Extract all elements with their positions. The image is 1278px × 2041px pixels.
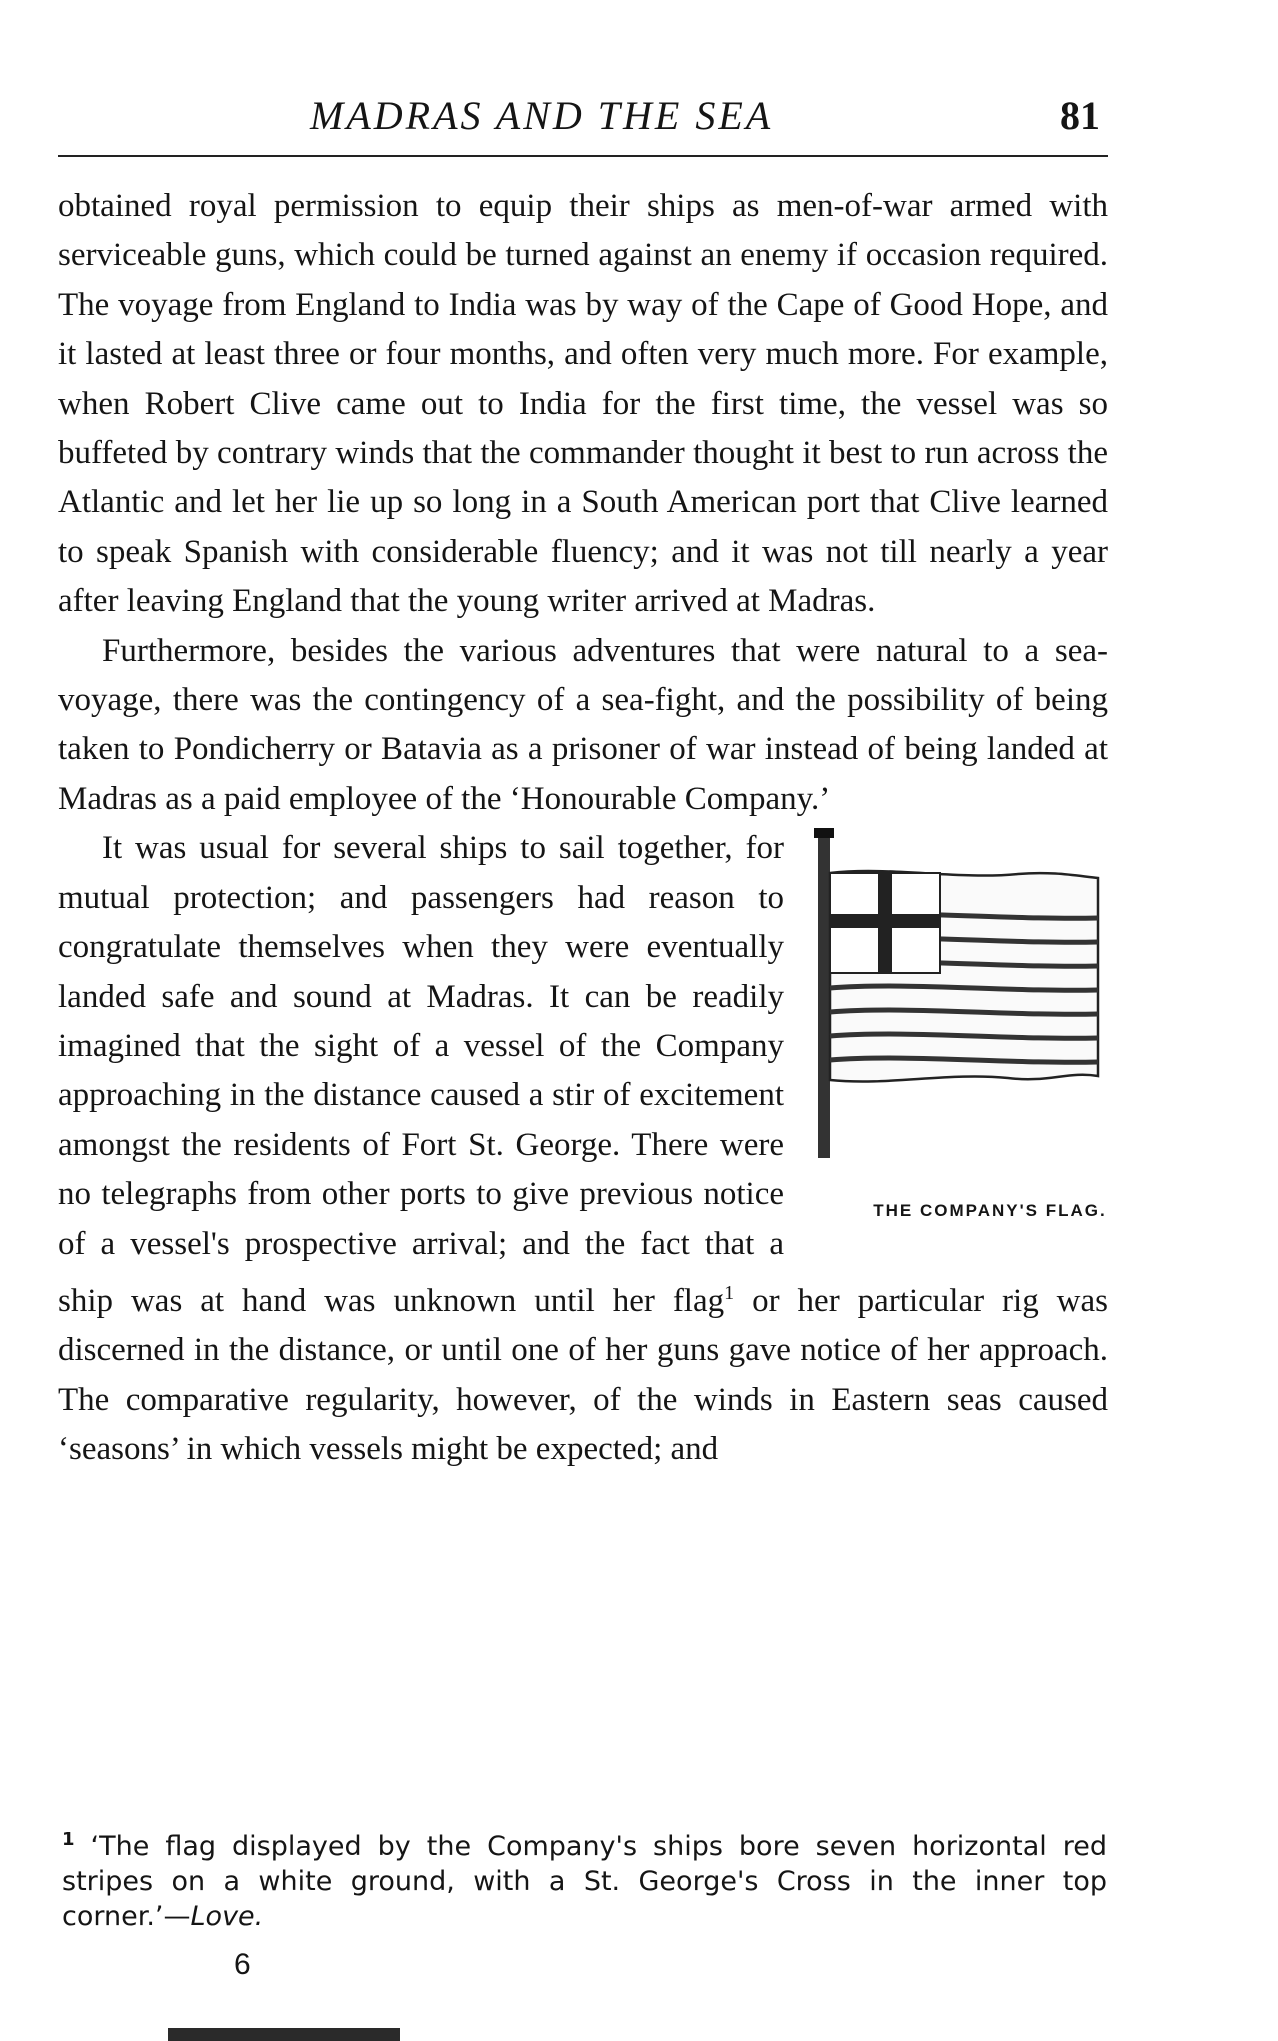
- paragraph-3-text-a: It was usual for several ships to sail together, for mutual protection; and passengers had reason to congratulate themselves when they were eventually landed safe and sound at Madras. It can be readily imagined that the sight of a vessel of the Company approaching in the distance caused a stir of excitement amongst the residents of Fort St. George. There were no telegraphs from other ports to give previous notice of a vessel's prospective arrival; and the fact that a ship was at hand was unknown until her flag: [58, 830, 784, 1319]
- header-rule: [58, 155, 1108, 157]
- cross-horizontal: [830, 914, 940, 928]
- page-number: 81: [1060, 93, 1100, 138]
- company-flag-illustration: [808, 828, 1108, 1183]
- signature-mark: 6: [234, 1948, 251, 1981]
- scan-edge-bar: [168, 2028, 400, 2041]
- flag-pole-top: [814, 828, 834, 838]
- paragraph-2: Furthermore, besides the various adventures that were natural to a sea-voyage, there was the contingency of a sea-fight, and the possibility of being taken to Pondicherry or Batavia as a prisoner of war instead of being landed at Madras as a paid employee of the ‘Honourable Company.’: [58, 632, 1108, 817]
- company-flag-figure: [808, 828, 1108, 1220]
- figure-caption: THE COMPANY'S FLAG.: [873, 1201, 1107, 1221]
- footnote-author: Love.: [190, 1901, 264, 1932]
- running-head: [0, 92, 1278, 142]
- footnote-text: ‘The flag displayed by the Company's ships bore seven horizontal red stripes on a white ground, with a St. George's Cross in the inner top corner.’—: [62, 1831, 1107, 1932]
- footnote: [62, 1822, 1107, 1934]
- paragraph-3: [58, 824, 1108, 1474]
- paragraph-1: obtained royal permission to equip their ships as men-of-war armed with serviceable guns, which could be turned against an enemy if occasion required. The voyage from England to India was by way of the Cape of Good Hope, and it lasted at least three or four months, and often very much more. For example, when Robert Clive came out to India for the first time, the vessel was so buffeted by contrary winds that the commander thought it best to run across the Atlantic and let her lie up so long in a South American port that Clive learned to speak Spanish with considerable fluency; and it was not till nearly a year after leaving England that the young writer arrived at Madras.: [58, 188, 1108, 620]
- footnote-marker: 1: [62, 1829, 75, 1850]
- running-title: MADRAS AND THE SEA: [310, 93, 774, 138]
- flag-pole: [818, 828, 830, 1158]
- paragraph-3-text-b: or her particular rig was discerned in the distance, or until one of her guns gave notice of her approach. The comparative regularity, however, of the winds in Eastern seas caused ‘seasons’ in which vessels might be expected; and: [58, 1282, 1108, 1468]
- body-text: [58, 182, 1108, 1475]
- footnote-reference[interactable]: 1: [724, 1281, 735, 1304]
